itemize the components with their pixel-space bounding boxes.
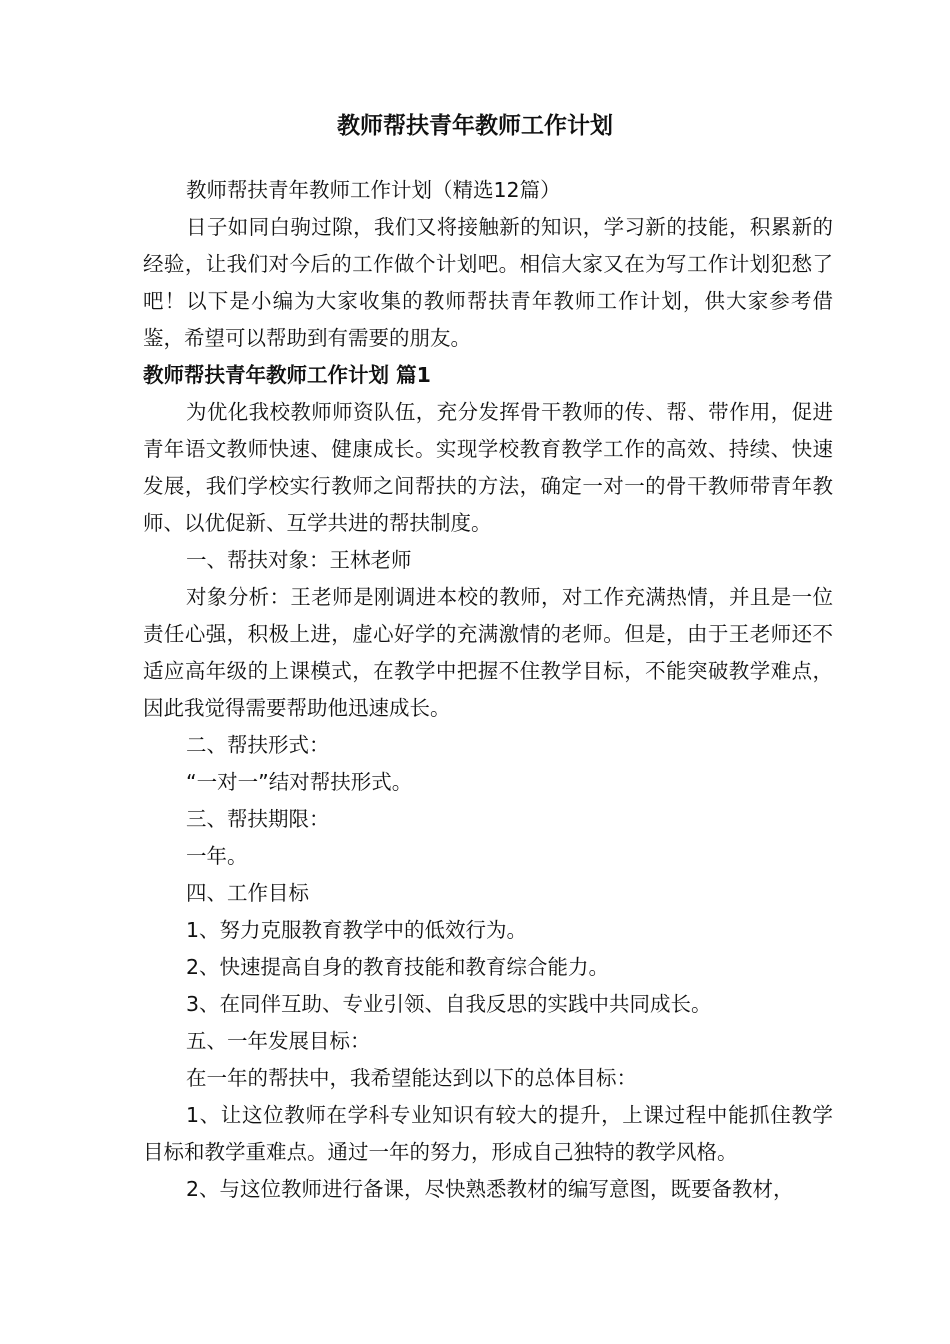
document-subtitle: 教师帮扶青年教师工作计划（精选12篇） — [186, 178, 561, 202]
document-body — [143, 172, 833, 1208]
body-paragraph: 五、一年发展目标： — [186, 1029, 371, 1053]
body-paragraph: 为优化我校教师师资队伍，充分发挥骨干教师的传、帮、带作用，促进青年语文教师快速、健康成长。实现学校教育教学工作的高效、持续、快速发展，我们学校实行教师之间帮扶的方法，确定一对一的骨干教师带青年教师、以优促新、互学共进的帮扶制度。 — [143, 400, 833, 535]
body-paragraph: 四、工作目标 — [186, 881, 309, 905]
body-paragraph: “一对一”结对帮扶形式。 — [186, 770, 413, 794]
body-paragraph: 一年。 — [186, 844, 248, 868]
intro-paragraph: 日子如同白驹过隙，我们又将接触新的知识，学习新的技能，积累新的经验，让我们对今后的工作做个计划吧。相信大家又在为写工作计划犯愁了吧！以下是小编为大家收集的教师帮扶青年教师工作计划，供大家参考借鉴，希望可以帮助到有需要的朋友。 — [143, 215, 833, 350]
body-paragraph: 2、快速提高自身的教育技能和教育综合能力。 — [186, 955, 610, 979]
body-paragraph: 一、帮扶对象：王林老师 — [186, 548, 412, 572]
body-paragraph: 对象分析：王老师是刚调进本校的教师，对工作充满热情，并且是一位责任心强，积极上进，虚心好学的充满激情的老师。但是，由于王老师还不适应高年级的上课模式，在教学中把握不住教学目标，不能突破教学难点，因此我觉得需要帮助他迅速成长。 — [143, 585, 833, 720]
body-paragraph: 2、与这位教师进行备课，尽快熟悉教材的编写意图，既要备教材， — [186, 1177, 794, 1201]
section-heading: 教师帮扶青年教师工作计划 篇1 — [143, 363, 431, 387]
body-paragraph: 在一年的帮扶中，我希望能达到以下的总体目标： — [186, 1066, 637, 1090]
document-title: 教师帮扶青年教师工作计划 — [337, 113, 613, 139]
body-paragraph: 二、帮扶形式： — [186, 733, 330, 757]
body-paragraph: 1、让这位教师在学科专业知识有较大的提升，上课过程中能抓住教学目标和教学重难点。通过一年的努力，形成自己独特的教学风格。 — [143, 1103, 833, 1164]
body-paragraph: 3、在同伴互助、专业引领、自我反思的实践中共同成长。 — [186, 992, 712, 1016]
body-paragraph: 三、帮扶期限： — [186, 807, 330, 831]
body-paragraph: 1、努力克服教育教学中的低效行为。 — [186, 918, 528, 942]
